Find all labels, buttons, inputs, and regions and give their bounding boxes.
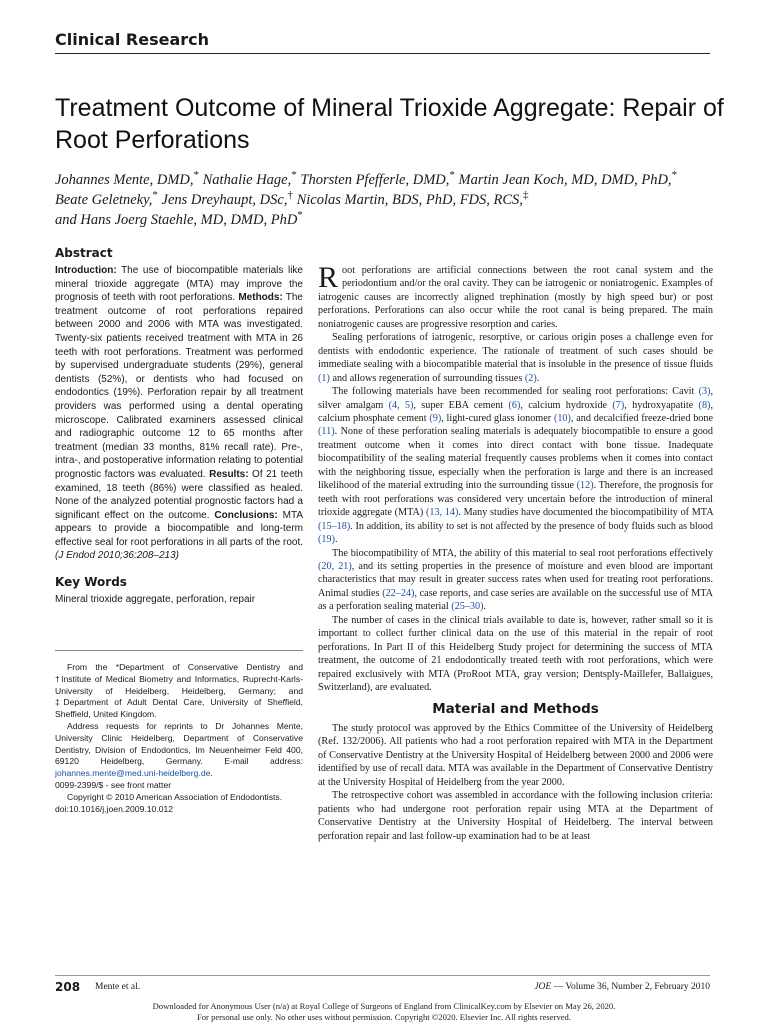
download-line: Downloaded for Anonymous User (n/a) at Royal College of Surgeons of England from ClinicalKey.com by Elsevier on May 26, 2020. — [152, 1001, 616, 1011]
author: Beate Geletneky,* — [55, 189, 158, 208]
issn: 0099-2399/$ - see front matter — [55, 779, 172, 790]
abstract-label: Methods: — [238, 292, 283, 304]
abstract-label: Conclusions: — [214, 509, 278, 521]
affiliations — [55, 662, 303, 815]
abstract-text: Introduction: The use of biocompatible materials like mineral trioxide aggregate (MTA) may improve the prognosis of teeth with root perforations. Methods: The treatment outcome of root perforations repaired between 2000 and 2006 with MTA was investigated. Twenty-six patients received treatment with MTA in 26 teeth with root perforations. Treatment was performed by supervised undergraduate students (29%), general dentists (52%), or dentists who had focused on endodontics (19%). Perforation repair by all treatment providers was performed using a dental operating microscope. Calibrated examiners assessed clinical and radiographic outcome 12 to 65 months after treatment (median 33 months, 81% recall rate). Pre-, intra-, and postoperative information relating to potential prognostic factors was evaluated. Results: Of 21 teeth examined, 18 teeth (86%) were classified as healed. None of the analyzed potential prognostic factors had a significant effect on the outcome. Conclusions: MTA appears to provide a biocompatible and long-term effective seal for root perforations in all parts of the root. (J Endod 2010;36:208–213) — [55, 265, 303, 562]
reference-link[interactable]: (1) — [318, 372, 330, 384]
page-number: 208 — [55, 980, 81, 994]
reference-link[interactable]: (10) — [553, 412, 571, 424]
author-list — [55, 170, 735, 230]
email-link[interactable]: johannes.mente@med.uni-heidelberg.de — [55, 768, 211, 779]
body-paragraph: The number of cases in the clinical trials available to date is, however, rather small so it is important to collect further clinical data on the use of this material in the repair of root perforations. In Part II of this Heidelberg Study project for determining the success of MTA treatment, the outcome of 21 endodontically treated teeth with root perforations, which were repaired exclusively with MTA (ProRoot MTA, gray version; Dentsply-Maillefer, Ballaigues, Switzerland), are evaluated. — [318, 614, 713, 694]
section-heading: Material and Methods — [432, 700, 599, 717]
article-title: Treatment Outcome of Mineral Trioxide Aggregate: Repair of Root Perforations — [55, 94, 724, 154]
author: Jens Dreyhaupt, DSc,† — [161, 189, 293, 208]
reference-link[interactable]: (13, 14) — [425, 507, 459, 519]
reference-link[interactable]: (19) — [318, 534, 335, 546]
footer-rule — [55, 975, 710, 976]
keywords-text: Mineral trioxide aggregate, perforation, repair — [55, 594, 256, 606]
body-paragraph: The retrospective cohort was assembled in accordance with the following inclusion criteria: patients who had undergone root perforation repair using MTA at the Department of Conservative Dentistry at the University Hospital of Heidelberg. The interval between perforation repair and last follow-up examination had to be at least — [318, 790, 713, 842]
author: Nicolas Martin, BDS, PhD, FDS, RCS,‡ — [296, 189, 529, 208]
section-label: Clinical Research — [55, 30, 210, 49]
abstract-heading: Abstract — [55, 246, 113, 260]
reference-link[interactable]: (3) — [698, 386, 711, 398]
journal-info: JOE — Volume 36, Number 2, February 2010 — [534, 982, 710, 992]
body-paragraph: The biocompatibility of MTA, the ability of this material to seal root perforations effectively (20, 21), and its setting properties in the presence of moisture and even blood are important characteristics that may result in greater success rates when used for treating root perforations. Animal studies (22–24), case reports, and case series are available on the successful use of MTA as a perforation sealing material (25–30). — [318, 547, 713, 613]
reference-link[interactable]: (4, 5) — [388, 399, 414, 411]
reference-link[interactable]: (7) — [612, 399, 625, 411]
author: Thorsten Pfefferle, DMD,* — [300, 169, 455, 188]
drop-cap: R — [318, 261, 339, 294]
reference-link[interactable]: (12) — [576, 480, 594, 492]
reference-link[interactable]: (6) — [508, 399, 521, 411]
reference-link[interactable]: (9) — [429, 412, 442, 424]
reference-link[interactable]: (20, 21) — [318, 560, 352, 572]
body-paragraph: Root perforations are artificial connections between the root canal system and the periodontium and/or the oral cavity. They can be iatrogenic or noniatrogenic. Examples of iatrogenic causes are incorrectly aligned trephination (mostly by high speed bur) or post perforations. Perforations can also occur while the root canal is being prepared. The main noniatrogenic causes are progressive resorption and caries. — [318, 261, 713, 330]
reference-link[interactable]: (22–24) — [382, 587, 415, 599]
running-author: Mente et al. — [95, 982, 141, 992]
affiliation-rule — [55, 650, 303, 651]
body-paragraph: Sealing perforations of iatrogenic, resorptive, or carious origin poses a challenge even for dentists with endodontic experience. The rationale of treatment of such cases should be immediate sealing with a biocompatible material that is insoluble in the presence of tissue fluids (1) and allows regeneration of surrounding tissues (2). — [318, 332, 713, 384]
abstract-label: Introduction: — [55, 265, 117, 276]
reference-link[interactable]: (15–18) — [318, 520, 351, 532]
reference-link[interactable]: (11) — [318, 426, 335, 438]
copyright: Copyright © 2010 American Association of Endodontists. — [67, 791, 283, 802]
body-paragraph: The study protocol was approved by the Ethics Committee of the University of Heidelberg (Ref. 132/2006). All patients who had a root perforation repaired with MTA in the Department of Conservative Dentistry at the University Hospital of Heidelberg between 2000 and 2006 were identified by use of recall data. MTA was available in the Department of Conservative Dentistry at the University Hospital of Heidelberg from the year 2000. — [318, 722, 713, 788]
reference-link[interactable]: (2) — [524, 372, 537, 384]
download-notice — [0, 1001, 768, 1022]
author: Martin Jean Koch, MD, DMD, PhD,* — [458, 169, 678, 188]
author: and Hans Joerg Staehle, MD, DMD, PhD* — [55, 209, 303, 228]
right-column — [318, 261, 714, 843]
doi: doi:10.1016/j.joen.2009.10.012 — [55, 803, 174, 814]
keywords-heading: Key Words — [55, 575, 127, 590]
reference-link[interactable]: (25–30) — [451, 601, 484, 613]
body-paragraph: The following materials have been recommended for sealing root perforations: Cavit (3), silver amalgam (4, 5), super EBA cement (6), calcium hydroxide (7), hydroxyapatite (8), calcium phosphate cement (9), light-cured glass ionomer (10), and decalcified freeze-dried bone (11). None of these perforation sealing materials is adequately biocompatible to ensure a good treatment outcome when it comes into direct contact with bone tissue. Inadequate biocompatibility of the sealing material frequently causes problems when it comes into contact with the neighboring tissue, especially when the perforation is large and there is an increased likelihood of the material extruding into the surrounding tissue (12). Therefore, the prognosis for teeth with root perforations was considered very uncertain before the introduction of mineral trioxide aggregate (MTA) (13, 14). Many studies have documented the biocompatibility of MTA (15–18). In addition, its ability to set is not affected by the presence of body fluids such as blood (19). — [318, 386, 714, 546]
abstract-citation: (J Endod 2010;36:208–213) — [55, 550, 179, 562]
author: Nathalie Hage,* — [202, 169, 297, 188]
affiliation-from: From the *Department of Conservative Dentistry and †Institute of Medical Biometry and Informatics, Ruprecht-Karls-University of Heidelberg, Heidelberg, Germany; and ‡Department of Adult Dental Care, University of Sheffield, Sheffield, United Kingdom. — [55, 662, 303, 720]
reprint-address: Address requests for reprints to Dr Johannes Mente, University Clinic Heidelberg, Department of Conservative Dentistry, Division of Endodontics, Im Neuenheimer Feld 400, 69120 Heidelberg, Germany. E-mail address: johannes.mente@med.uni-heidelberg.de. — [55, 720, 303, 779]
download-line: For personal use only. No other uses without permission. Copyright ©2020. Elsevier Inc. All rights reserved. — [196, 1011, 572, 1022]
left-column — [55, 246, 303, 607]
header-rule — [55, 53, 710, 54]
reference-link[interactable]: (8) — [698, 399, 711, 411]
page-footer — [55, 980, 710, 996]
author: Johannes Mente, DMD,* — [55, 169, 200, 188]
abstract-label: Results: — [209, 468, 249, 480]
